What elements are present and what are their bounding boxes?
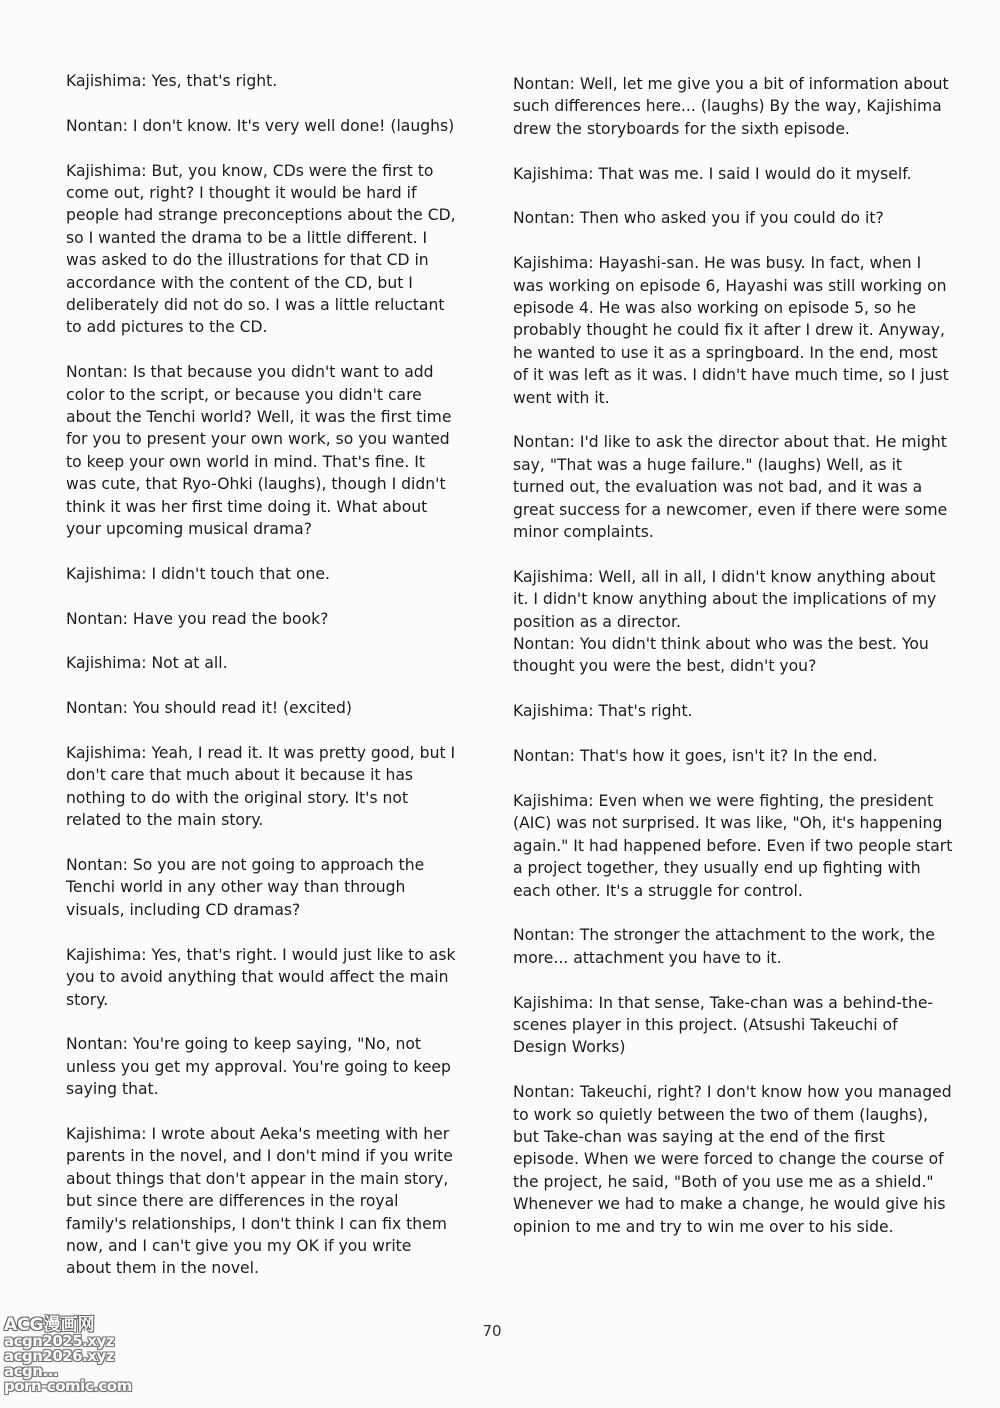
paragraph: Kajishima: In that sense, Take-chan was a behind-the-scenes player in this project. (Atsushi Takeuchi of Design Works) <box>513 993 934 1057</box>
paragraph: Nontan: You should read it! (excited) <box>66 699 352 718</box>
paragraph: Nontan: I'd like to ask the director about that. He might say, "That was a huge failure." (laughs) Well, as it turned out, the evaluation was not bad, and it was a great success for a newcomer, even if there were some minor complaints. <box>513 433 948 542</box>
watermark-line: porn-comic.com <box>4 1377 132 1395</box>
page-number: 70 <box>482 1322 502 1340</box>
right-column <box>513 0 955 1260</box>
watermark-line: acgn2026.xyz <box>4 1347 115 1365</box>
watermark-line: acgn... <box>4 1362 59 1380</box>
paragraph: Kajishima: Yes, that's right. I would just like to ask you to avoid anything that would affect the main story. <box>66 945 456 1009</box>
paragraph: Nontan: Is that because you didn't want to add color to the script, or because you didn't care about the Tenchi world? Well, it was the first time for you to present your own work, so you wanted to keep your own world in mind. That's fine. It was cute, that Ryo-Ohki (laughs), though I didn't think it was her first time doing it. What about your upcoming musical drama? <box>66 363 452 539</box>
paragraph: Kajishima: Not at all. <box>66 654 228 673</box>
watermark <box>4 1316 134 1394</box>
left-column <box>66 0 456 1302</box>
paragraph: Kajishima: I wrote about Aeka's meeting with her parents in the novel, and I don't mind if you write about things that don't appear in the main story, but since there are differences in the royal family's relationships, I don't think I can fix them now, and I can't give you my OK if you write about them in the novel. <box>66 1124 453 1278</box>
paragraph: Nontan: Have you read the book? <box>66 609 329 628</box>
paragraph: Kajishima: Yes, that's right. <box>66 72 278 90</box>
paragraph: Nontan: Well, let me give you a bit of information about such differences here... (laughs) By the way, Kajishima drew the storyboards for the sixth episode. <box>513 75 949 138</box>
paragraph: Nontan: I don't know. It's very well done! (laughs) <box>66 116 455 135</box>
paragraph: Nontan: So you are not going to approach the Tenchi world in any other way than through visuals, including CD dramas? <box>66 856 425 919</box>
paragraph: Nontan: Takeuchi, right? I don't know how you managed to work so quietly between the two of them (laughs), but Take-chan was saying at the end of the first episode. When we were forced to change the course of the project, he said, "Both of you use me as a shield." Whenever we had to make a change, he would give his opinion to me and try to win me over to his side. <box>513 1083 952 1236</box>
paragraph: Kajishima: I didn't touch that one. <box>66 564 330 583</box>
paragraph: Nontan: You're going to keep saying, "No, not unless you get my approval. You're going to keep saying that. <box>66 1035 451 1099</box>
paragraph: Nontan: Then who asked you if you could do it? <box>513 209 884 228</box>
watermark-line: acgn2025.xyz <box>4 1332 115 1350</box>
paragraph: Kajishima: That was me. I said I would do it myself. <box>513 164 912 183</box>
paragraph: Kajishima: That's right. <box>513 702 693 721</box>
paragraph: Nontan: You didn't think about who was the best. You thought you were the best, didn't you? <box>513 635 929 676</box>
paragraph: Kajishima: Even when we were fighting, the president (AIC) was not surprised. It was like, "Oh, it's happening again." It had happened before. Even if two people start a project together, they usually end up fighting with each other. It's a struggle for control. <box>513 791 953 900</box>
paragraph: Kajishima: Hayashi-san. He was busy. In fact, when I was working on episode 6, Hayashi was still working on episode 4. He was also working on episode 5, so he probably thought he could fix it after I drew it. Anyway, he wanted to use it as a springboard. In the end, most of it was left as it was. I didn't have much time, so I just went with it. <box>513 254 949 407</box>
paragraph: Nontan: That's how it goes, isn't it? In the end. <box>513 747 878 766</box>
paragraph: Kajishima: But, you know, CDs were the first to come out, right? I thought it would be hard if people had strange preconceptions about the CD, so I wanted the drama to be a little different. I was asked to do the illustrations for that CD in accordance with the content of the CD, but I deliberately did not do so. I was a little reluctant to add pictures to the CD. <box>66 161 456 337</box>
paragraph: Nontan: The stronger the attachment to the work, the more... attachment you have to it. <box>513 926 935 967</box>
watermark-logo: ACG漫画网 <box>4 1315 95 1335</box>
paragraph: Kajishima: Well, all in all, I didn't know anything about it. I didn't know anything about the implications of my position as a director. <box>513 567 937 631</box>
paragraph: Kajishima: Yeah, I read it. It was pretty good, but I don't care that much about it because it has nothing to do with the original story. It's not related to the main story. <box>66 744 456 830</box>
